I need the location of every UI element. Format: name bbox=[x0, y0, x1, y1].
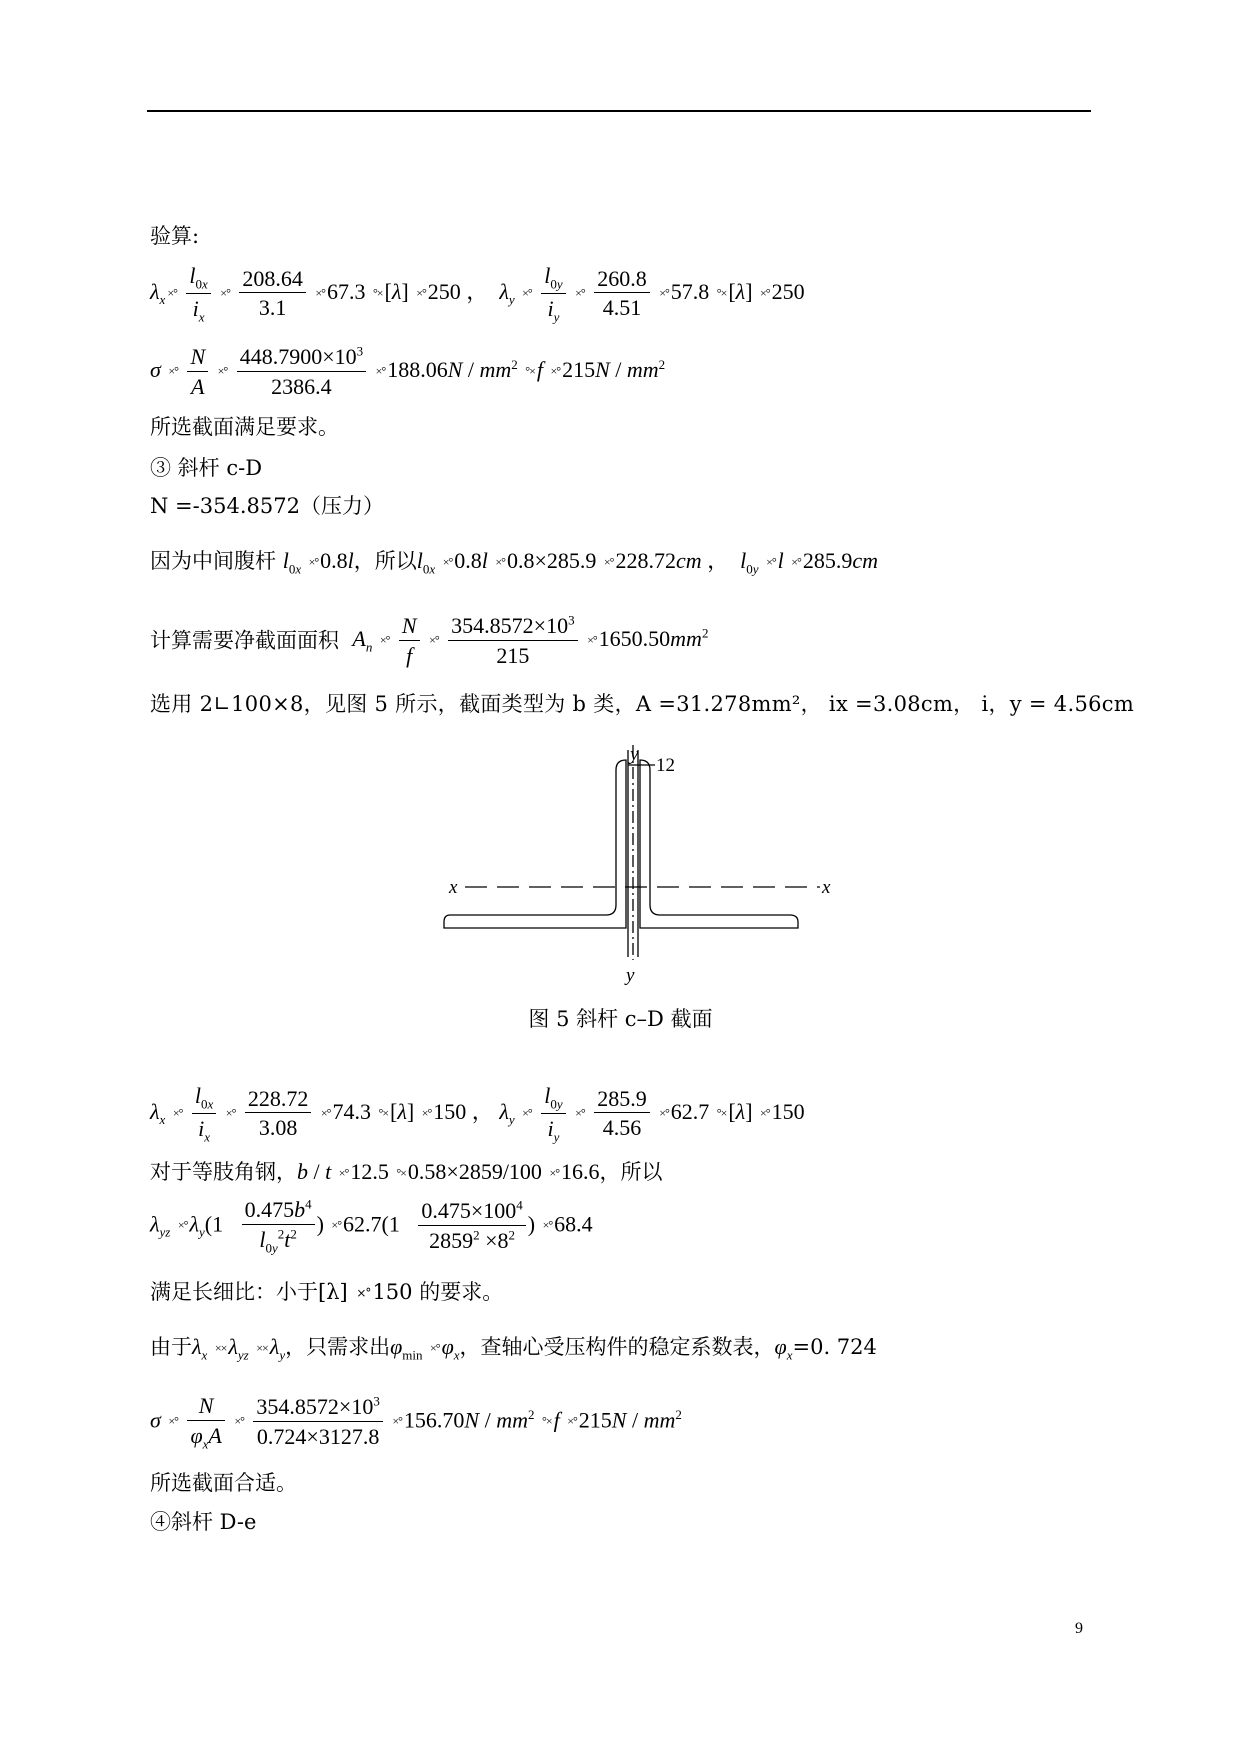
so-text-2: ，所以 bbox=[599, 1160, 663, 1184]
x-label-left: x bbox=[449, 877, 458, 898]
header-rule bbox=[147, 110, 1091, 112]
equal-leg-text: 对于等肢角钢， bbox=[150, 1160, 297, 1184]
selection-text: 选用 2∟100×8，见图 5 所示，截面类型为 b 类，A =31.278mm²， i bbox=[150, 692, 836, 716]
only-need-text: ，只需求出 bbox=[285, 1335, 391, 1359]
next-member-title: ④斜杆 D-e bbox=[150, 1510, 257, 1534]
right-angle-outline bbox=[640, 760, 798, 928]
member-title: ③ 斜杆 c-D bbox=[150, 456, 263, 480]
required-area-line: 计算需要净截面面积 $A_n$ ×° $\frac{N}{f}$ ×° $\frac{354.8572\times 10^3}{215}$ $\times^\circ 1650.50mm^2$ bbox=[150, 612, 709, 668]
stress-equation-1: σ ×° $\frac{N}{A}$ ×° $\frac{448.7900\times 10^3}{2386.4}$ $\times^\circ 188.06N / mm^2$ $^\circ\times f \times^\circ 215N / mm^2$ bbox=[150, 343, 666, 399]
slenderness-ok-line: 满足长细比：小于[λ] ×°150 的要求。 bbox=[150, 1280, 504, 1304]
page-number: 9 bbox=[1075, 1620, 1083, 1637]
selection-ix: x =3.08cm， i bbox=[835, 692, 989, 716]
conclusion-2: 所选截面合适。 bbox=[150, 1471, 297, 1495]
selection-iy: y = 4.56cm bbox=[1009, 692, 1135, 716]
double-angle-section-figure bbox=[440, 745, 840, 985]
stability-line: 由于$\lambda_x \times\times\lambda_{yz} \times\times\lambda_y$，只需求出$\varphi_{min} \times^\circ\varphi_x$，查轴心受压构件的稳定系数表，$\varphi_x=0$. 724 bbox=[150, 1334, 877, 1363]
x-label-right: x bbox=[822, 877, 831, 898]
table-lookup-text: ，查轴心受压构件的稳定系数表， bbox=[459, 1335, 775, 1359]
slenderness-equation-2: $\lambda_x$ ×° $\frac{l_{0x}}{i_x}$ ×° $\frac{228.72}{3.08}$ ×°74.3 °×[λ] ×°150 ， $\lambda_y$ ×° $\frac{l_{0y}}{i_y}$ ×° $\frac{285.9}{4.56}$ ×°62.7 °×[λ] ×°150 bbox=[150, 1083, 805, 1145]
so-text: ，所以 bbox=[353, 549, 417, 573]
torsional-slenderness-equation: $\lambda_{yz} \times^\circ\lambda_y(1$ $\frac{0.475b^4}{l_{0y}^2t^2}$ ) ×°62.7(1 $\frac{0.475\times 100^4}{2859^2 \times 8^2}$ ) ×°68.4 bbox=[150, 1196, 593, 1255]
since-text: 由于 bbox=[150, 1335, 192, 1359]
conclusion-1: 所选截面满足要求。 bbox=[150, 415, 339, 439]
dimension-label: 12 bbox=[656, 755, 675, 776]
stress-equation-2: σ ×° $\frac{N}{\varphi_xA}$ ×° $\frac{354.8572\times 10^3}{0.724\times 3127.8}$ $\times^\circ 156.70N / mm^2$ $^\circ\times f \times^\circ 215N / mm^2$ bbox=[150, 1393, 682, 1451]
figure-caption: 图 5 斜杆 c–D 截面 bbox=[528, 1007, 713, 1031]
phi-value: =0. 724 bbox=[792, 1335, 877, 1359]
slenderness-equation-1: $\lambda_x$ ×° $\frac{l_{0x}}{i_x}$ ×° $\frac{208.64}{3.1}$ ×°67.3 °×[λ] ×°250 ， $\lambda_y$ ×° $\frac{l_{0y}}{i_y}$ ×° $\frac{260.8}{4.51}$ ×°57.8 °×[λ] ×°250 bbox=[150, 263, 805, 325]
left-angle-outline bbox=[444, 760, 626, 928]
y-label-top: y bbox=[630, 745, 639, 765]
axial-force: N =-354.8572（压力） bbox=[150, 494, 384, 518]
reason-text: 因为中间腹杆 bbox=[150, 549, 276, 573]
equal-leg-line: 对于等肢角钢，b / t ×°12.5 °×0.58×2859/100 ×°16.6，所以 bbox=[150, 1159, 663, 1184]
verify-heading: 验算: bbox=[150, 224, 200, 248]
slender-ok-text: 满足长细比：小于[λ] bbox=[150, 1280, 355, 1304]
area-label: 计算需要净截面面积 bbox=[150, 628, 339, 653]
slender-ok-tail: 150 的要求。 bbox=[372, 1280, 504, 1304]
y-label-bottom: y bbox=[626, 965, 635, 985]
effective-length-line: 因为中间腹杆 $l_{0x} \times^\circ 0.8l$，所以$l_{0x} \times^\circ 0.8l \times^\circ 0.8\times 285.9 \times^\circ 228.72cm$ ， $l_{0y} \times^\circ l \times^\circ 285.9cm$ bbox=[150, 548, 878, 577]
section-selection: 选用 2∟100×8，见图 5 所示，截面类型为 b 类，A =31.278mm²， ix =3.08cm， i，y = 4.56cm bbox=[150, 692, 1135, 716]
